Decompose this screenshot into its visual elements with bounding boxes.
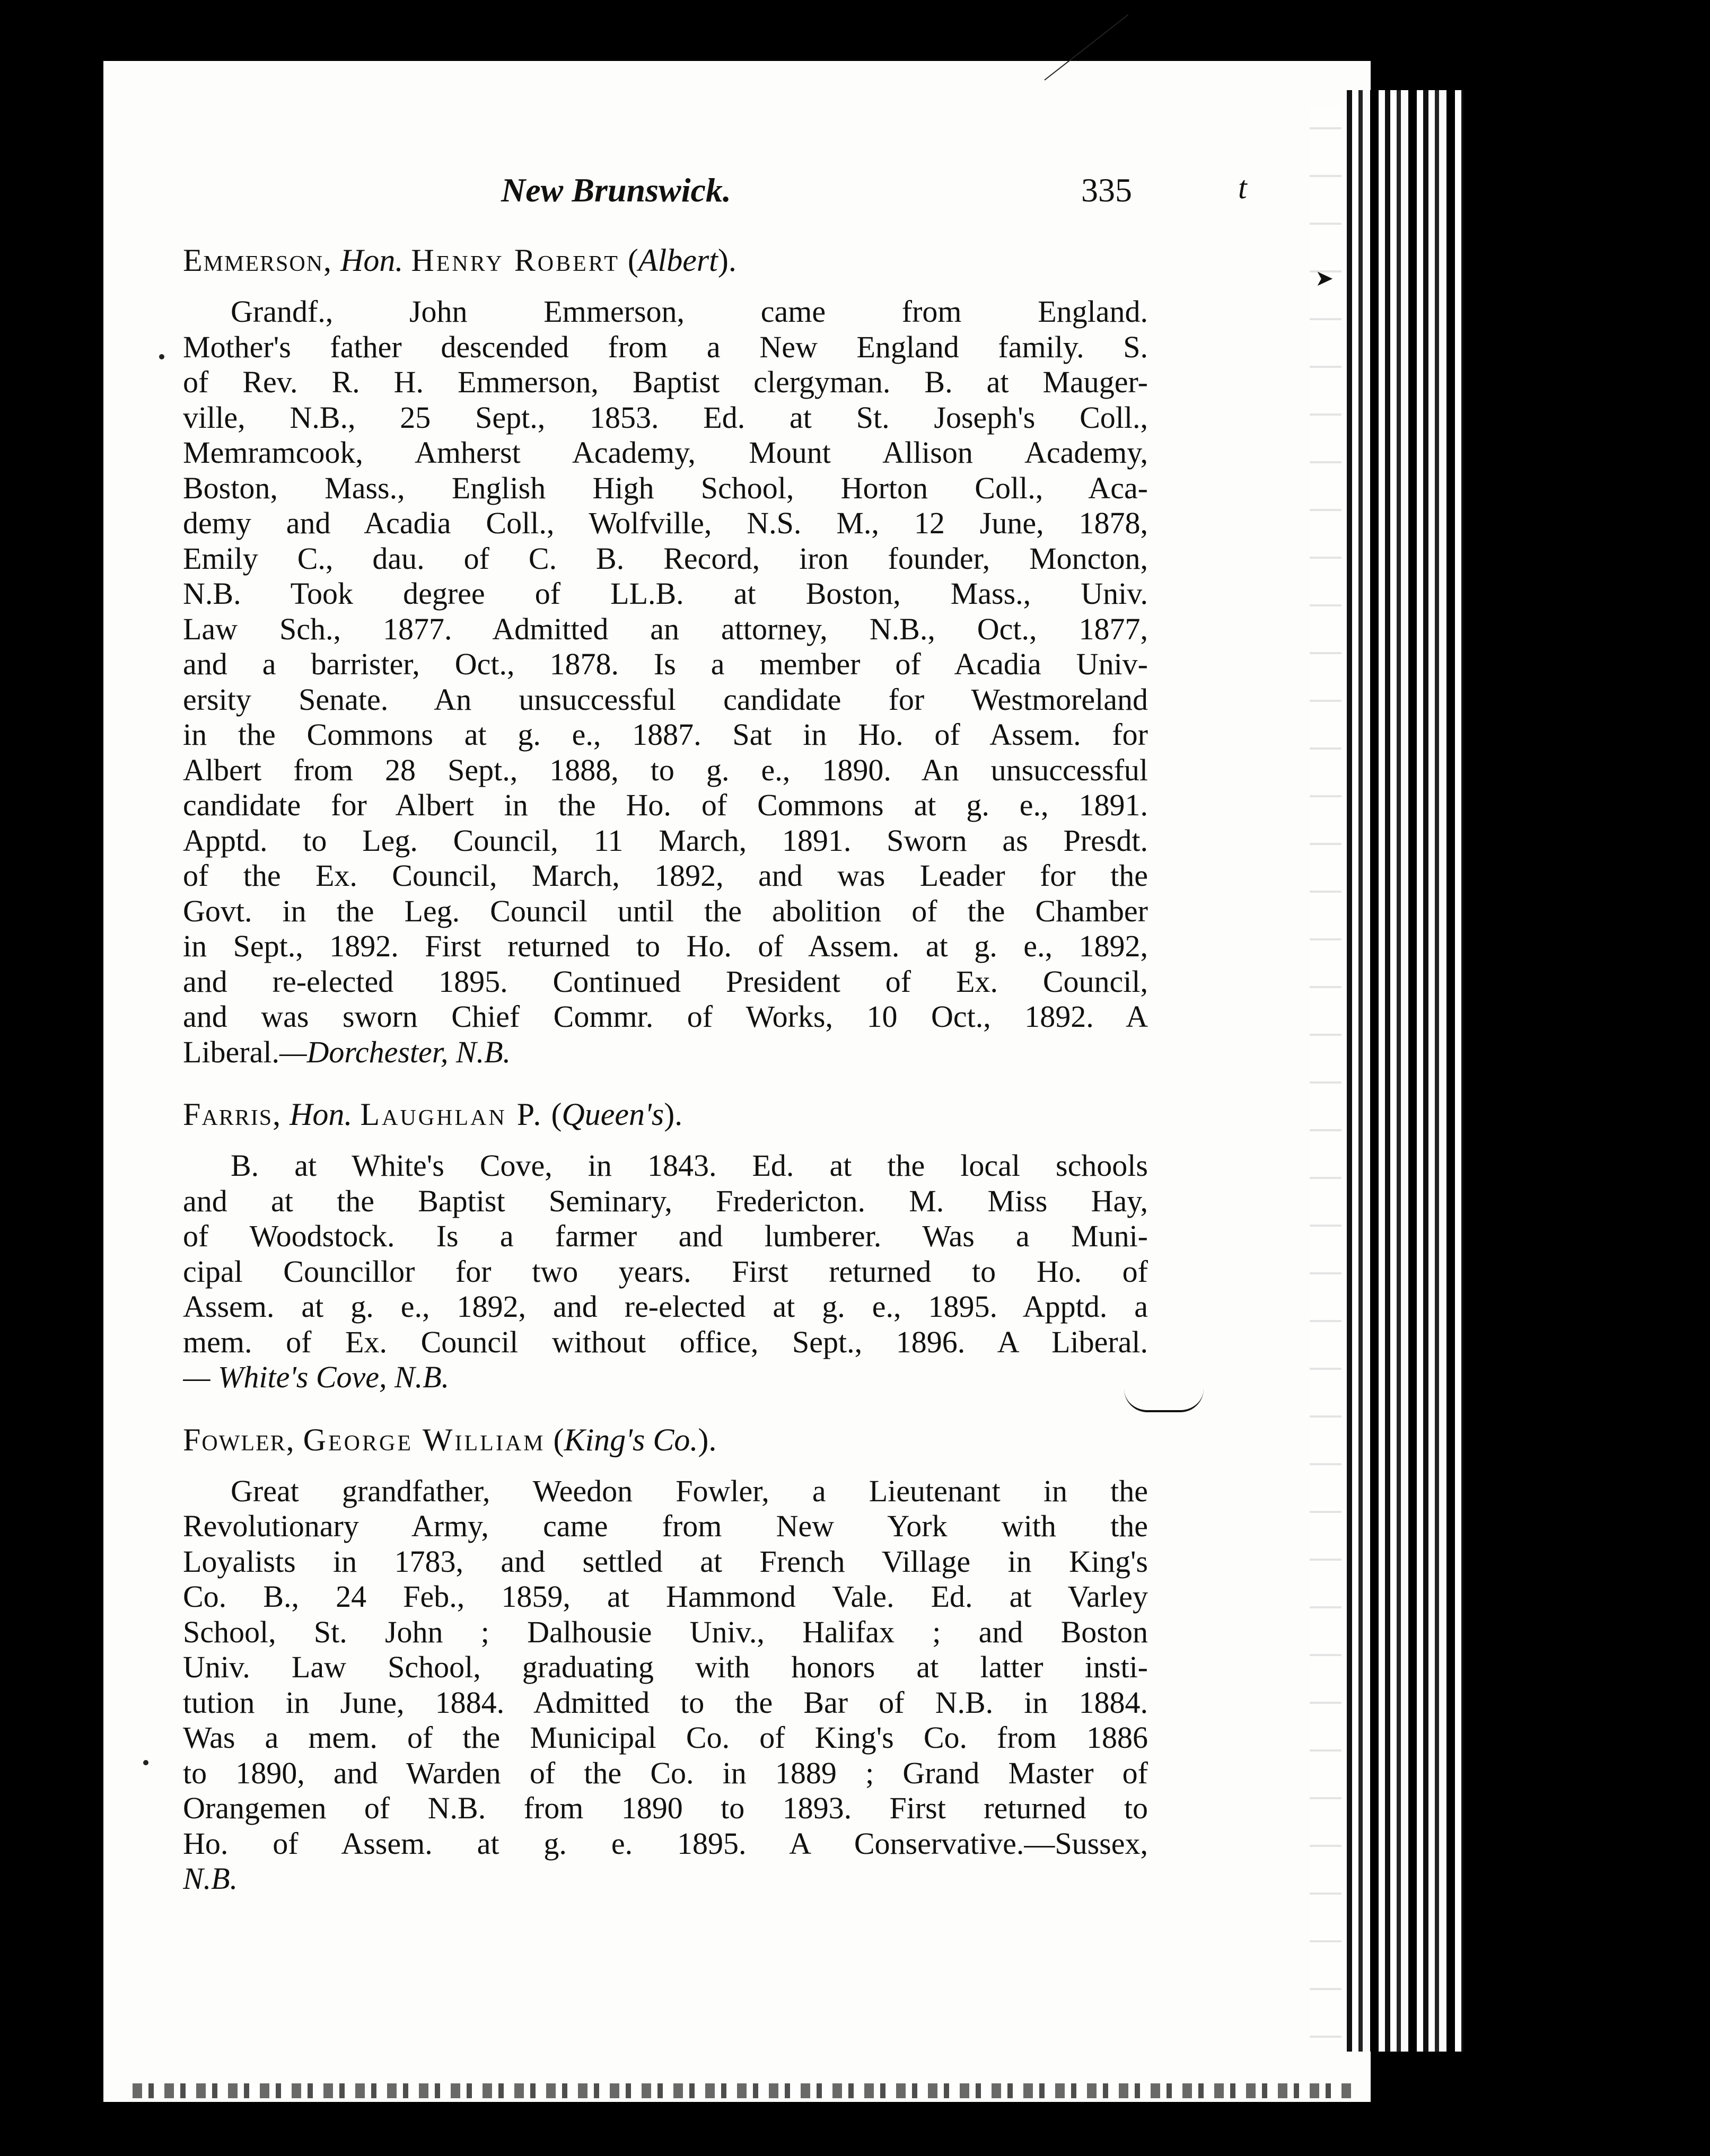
bio-line: Co. B., 24 Feb., 1859, at Hammond Vale. Ed. at Varley [183, 1579, 1148, 1614]
bio-line: Univ. Law School, graduating with honors at latter insti- [183, 1650, 1148, 1684]
margin-dot-mark [143, 1760, 148, 1765]
entry-heading [183, 241, 1148, 279]
entry-district: Albert [638, 243, 718, 278]
bio-line-final [183, 1360, 1148, 1395]
entry-surname: Emmerson, [183, 243, 333, 278]
entry-honorific: Hon. [340, 243, 404, 278]
bio-line: Great grandfather, Weedon Fowler, a Lieutenant in the [231, 1473, 1148, 1508]
entry-surname: Fowler, [183, 1422, 295, 1457]
bio-line: Mother's father descended from a New England family. S. [183, 329, 1148, 364]
bio-line: and a barrister, Oct., 1878. Is a member of Acadia Univ- [183, 647, 1148, 681]
bio-line: mem. of Ex. Council without office, Sept., 1896. A Liberal. [183, 1324, 1148, 1359]
entry-heading [183, 1421, 1148, 1459]
bio-line: in Sept., 1892. First returned to Ho. of Assem. at g. e., 1892, [183, 929, 1148, 963]
entry-fowler [183, 1421, 1148, 1897]
bio-line: Ho. of Assem. at g. e. 1895. A Conservative.—Sussex, [183, 1826, 1148, 1861]
bio-line: of Woodstock. Is a farmer and lumberer. Was a Muni- [183, 1219, 1148, 1253]
bio-line: Emily C., dau. of C. B. Record, iron founder, Moncton, [183, 541, 1148, 576]
biography-entries [183, 241, 1148, 1897]
bio-line: Albert from 28 Sept., 1888, to g. e., 1890. An unsuccessful [183, 752, 1148, 787]
entry-residence: N.B. [183, 1861, 238, 1896]
bio-line: in the Commons at g. e., 1887. Sat in Ho. of Assem. for [183, 717, 1148, 752]
bio-line: Apptd. to Leg. Council, 11 March, 1891. Sworn as Presdt. [183, 823, 1148, 858]
bio-line: of Rev. R. H. Emmerson, Baptist clergyman. B. at Mauger- [183, 365, 1148, 399]
bio-line: School, St. John ; Dalhousie Univ., Halifax ; and Boston [183, 1614, 1148, 1649]
entry-honorific: Hon. [290, 1097, 353, 1132]
handwritten-mark: t [1238, 170, 1247, 205]
entry-district: Queen's [562, 1097, 664, 1132]
bio-line: Govt. in the Leg. Council until the abolition of the Chamber [183, 893, 1148, 928]
entry-given-names: Henry Robert [411, 243, 620, 278]
bio-line-final [183, 1035, 1148, 1070]
entry-district-paren-open: ( [553, 1422, 564, 1457]
bio-line: Law Sch., 1877. Admitted an attorney, N.B., Oct., 1877, [183, 611, 1148, 646]
bio-line-prefix: Liberal. [183, 1034, 279, 1069]
bio-line: Loyalists in 1783, and settled at French Village in King's [183, 1544, 1148, 1579]
entry-emmerson [183, 241, 1148, 1070]
bio-line: ville, N.B., 25 Sept., 1853. Ed. at St. Joseph's Coll., [183, 400, 1148, 435]
page-bottom-edge [133, 2083, 1352, 2098]
bio-line: and was sworn Chief Commr. of Works, 10 Oct., 1892. A [183, 999, 1148, 1034]
bio-line: and re-elected 1895. Continued President of Ex. Council, [183, 964, 1148, 999]
header-title: New Brunswick. [501, 171, 731, 209]
running-header [501, 171, 1132, 218]
bio-line: of the Ex. Council, March, 1892, and was Leader for the [183, 858, 1148, 893]
margin-dot-mark [159, 354, 164, 359]
bio-line: Grandf., John Emmerson, came from England. [231, 294, 1148, 329]
entry-district-paren-open: ( [627, 243, 638, 278]
bio-line: N.B. Took degree of LL.B. at Boston, Mass., Univ. [183, 576, 1148, 611]
entry-district-paren-close: ). [698, 1422, 717, 1457]
entry-given-names: Laughlan P. [360, 1097, 543, 1132]
bio-line: tution in June, 1884. Admitted to the Bar of N.B. in 1884. [183, 1685, 1148, 1720]
entry-residence: —Dorchester, N.B. [279, 1034, 511, 1069]
page-edge-shadow [1310, 106, 1341, 2041]
bio-line: ersity Senate. An unsuccessful candidate for Westmoreland [183, 682, 1148, 717]
entry-farris [183, 1095, 1148, 1395]
bio-line: Was a mem. of the Municipal Co. of King's Co. from 1886 [183, 1720, 1148, 1755]
bio-line: Orangemen of N.B. from 1890 to 1893. First returned to [183, 1791, 1148, 1825]
bio-line: B. at White's Cove, in 1843. Ed. at the local schools [231, 1148, 1148, 1183]
entry-district-paren-open: ( [551, 1097, 562, 1132]
entry-surname: Farris, [183, 1097, 282, 1132]
entry-district-paren-close: ). [664, 1097, 683, 1132]
bio-line: Memramcook, Amherst Academy, Mount Allison Academy, [183, 435, 1148, 470]
bio-line-final [183, 1861, 1148, 1897]
bio-line: Boston, Mass., English High School, Horton Coll., Aca- [183, 470, 1148, 505]
arrow-mark-icon: ➤ [1315, 267, 1334, 291]
bio-line: to 1890, and Warden of the Co. in 1889 ; Grand Master of [183, 1755, 1148, 1790]
bio-line: candidate for Albert in the Ho. of Commons at g. e., 1891. [183, 788, 1148, 822]
bio-line: Assem. at g. e., 1892, and re-elected at g. e., 1895. Apptd. a [183, 1289, 1148, 1324]
bio-line: demy and Acadia Coll., Wolfville, N.S. M., 12 June, 1878, [183, 506, 1148, 540]
entry-district-paren-close: ). [717, 243, 736, 278]
bio-line: cipal Councillor for two years. First returned to Ho. of [183, 1254, 1148, 1289]
book-gutter [1347, 90, 1463, 2052]
entry-residence: — White's Cove, N.B. [183, 1360, 450, 1394]
page-number: 335 [1081, 171, 1132, 209]
entry-district: King's Co. [564, 1422, 698, 1457]
bio-line: and at the Baptist Seminary, Fredericton. M. Miss Hay, [183, 1183, 1148, 1218]
entry-given-names: George William [303, 1422, 546, 1457]
bio-line: Revolutionary Army, came from New York with the [183, 1509, 1148, 1543]
entry-heading [183, 1095, 1148, 1133]
